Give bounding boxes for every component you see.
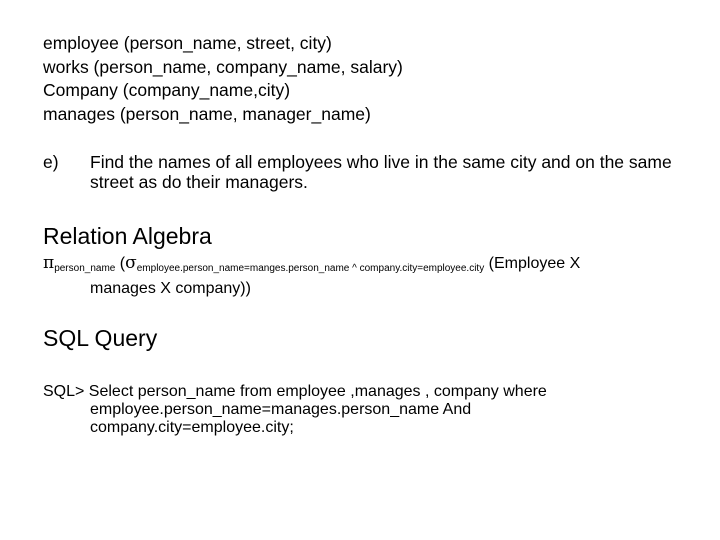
sigma-symbol: σ: [125, 253, 137, 273]
pi-subscript: person_name: [54, 263, 116, 274]
sql-line-3: company.city=employee.city;: [90, 419, 294, 436]
ra-line-1: [43, 253, 580, 279]
ra-line-2: manages X company)): [90, 280, 251, 297]
open-paren: (: [115, 255, 126, 272]
ra-rest-line-1: (Employee X: [484, 255, 581, 272]
relation-algebra-heading: Relation Algebra: [43, 223, 212, 249]
schema-works: works (person_name, company_name, salary): [43, 56, 403, 77]
sql-line-2: employee.person_name=manages.person_name And: [90, 401, 472, 418]
relation-algebra-expression: [43, 253, 580, 299]
sql-query-heading: SQL Query: [43, 325, 158, 351]
sql-line-1: SQL> Select person_name from employee ,manages , company where: [43, 383, 547, 400]
schema-company: Company (company_name,city): [43, 80, 291, 100]
pi-symbol: π: [43, 253, 55, 273]
sigma-subscript: employee.person_name=manges.person_name ^ company.city=employee.city: [136, 263, 485, 274]
schema-employee: employee (person_name, street, city): [43, 33, 332, 53]
schema-manages: manages (person_name, manager_name): [43, 103, 371, 124]
question-label: e): [43, 152, 59, 172]
schema-list: [43, 32, 403, 126]
sql-query: [43, 383, 547, 437]
question-text: Find the names of all employees who live in the same city and on the same street as do their managers.: [90, 152, 672, 192]
